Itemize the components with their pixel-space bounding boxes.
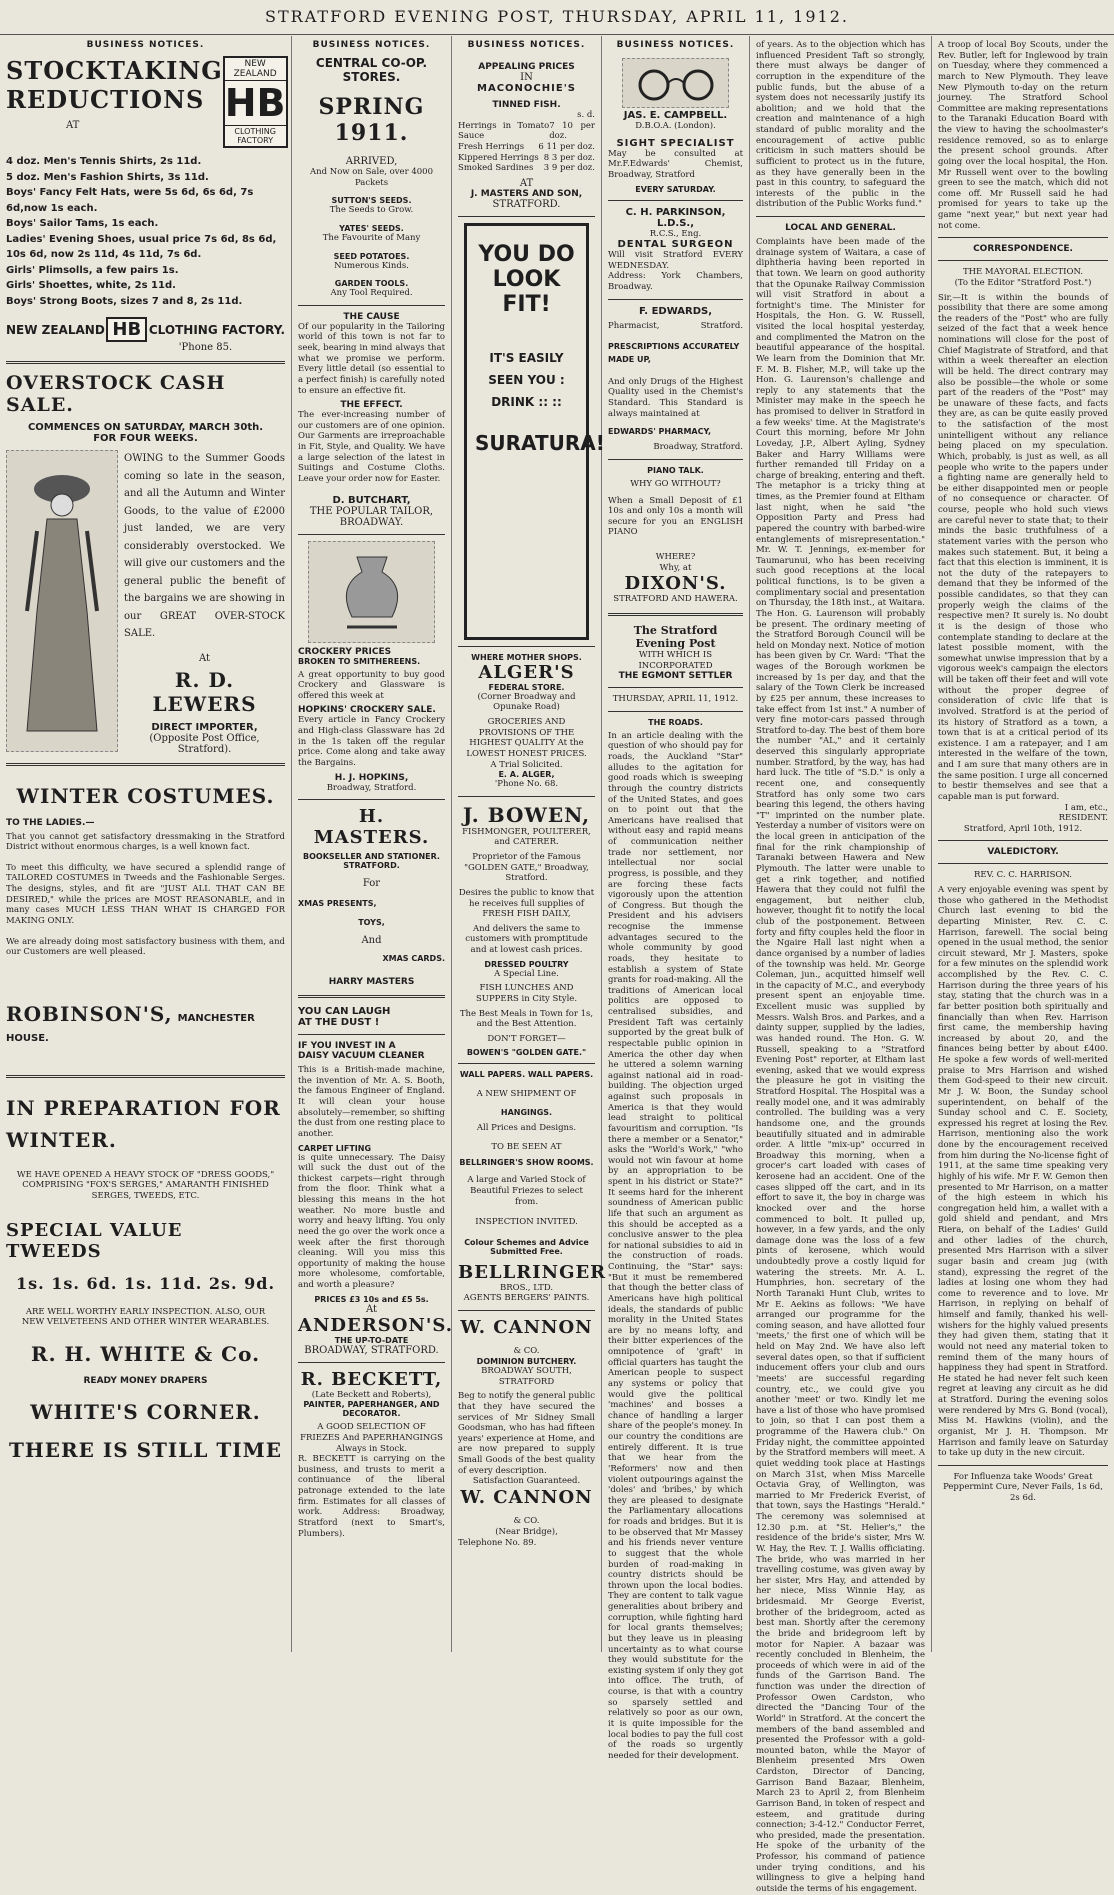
- winter-title: WINTER COSTUMES.: [16, 783, 275, 808]
- anderson-address: BROADWAY, STRATFORD.: [304, 1344, 439, 1356]
- every-saturday: EVERY SATURDAY.: [635, 184, 716, 194]
- cannon-header: [458, 1317, 595, 1357]
- roads-body: In an article dealing with the question of who should pay for roads, the Auckland "Star" alludes to the agitation for good roads which is sweeping through the country districts of the United States, and goes on to point out that the Americans have realised that without easy and rapid means of communication neither trade nor settlement, nor intellectual nor social progress, is possible, and they are forcing these facts vigorously upon the attention of Congress. But though the President and his advisers recognise the immense advantages secured to the whole community by good roads, they hesitate to establish a system of State grants for road-making. All the traditions of American local politics are opposed to centralised subsidies, and President Taft was certainly supported by the great bulk of respectable public opinion in America the other day when he uttered a solemn warning against national aid in road-building. The objection urged against such proposals in America is that they would lead straight to political favouritism and corruption. "Is there a member or a Senator," asks the "World's Work," "who would not win favour at home by an appropriation to be spent in his district or State?" It seems hard for the inherent soundness of American public life that such an argument as this should be accepted as a conclusive answer to the plea for national subsidies to aid in the construction of roads. Continuing, the "Star" says: "But it must be remembered that though the better class of Americans have high political ideals, the standards of public morality in the United States are by no means lofty, and their bitter experiences of the omnipotence of 'graft' in official quarters has taught the American people to suspect any systems or policy that would give the political 'machines' and bosses a chance of handling a larger share of the people's money. In our country the conditions are entirely different. It is true that we hear from the 'Reformers' now and then violent outpourings against the 'doles' and 'bribes,' by which they are pleased to designate the Parliamentary allocations for roads and bridges. But it is to be observed that Mr Massey and his friends never venture to suggest that the whole burden of road-making in country districts should be thrown upon the local bodies. They are content to talk vague generalities about bribery and corruption, while fighting hard for local grants themselves; but they leave us in pleasing uncertainty as to what course they would substitute for the existing system if only they got into office. The truth, of course, is that with a country so sparsely settled and relatively so poor as our own, it is quite impossible for the local bodies to pay the full cost of the roads so urgently needed for their development.: [608, 730, 743, 1761]
- beckett-sub: (Late Beckett and Roberts),: [311, 1389, 432, 1400]
- column-6: [932, 36, 1114, 1652]
- roads-title: THE ROADS.: [648, 717, 703, 727]
- fish-price: 7 10 per doz.: [549, 120, 595, 142]
- alger-phone: 'Phone No. 68.: [494, 779, 559, 790]
- cannon-body: Beg to notify the general public that they have secured the services of Mr Sidney Small Goodsman, who has had fifteen years' experience at Home, and are now prepared to supply Small Goods of the best quality of every description.: [458, 1391, 595, 1476]
- to-be-seen: TO BE SEEN AT: [491, 1141, 562, 1152]
- new-shipment: A NEW SHIPMENT OF: [476, 1089, 577, 1100]
- letter-place: Stratford, April 10th, 1912.: [963, 823, 1083, 834]
- hopkins-body: Every article in Fancy Crockery and High-class Glassware has 2d in the 1s taken off the regular price. Come along and take away the Bargains.: [298, 715, 445, 768]
- anderson-name: ANDERSON'S.: [298, 1314, 453, 1336]
- inspection: INSPECTION INVITED.: [475, 1217, 578, 1228]
- pharmacist: Pharmacist,: [608, 320, 660, 331]
- column-header: BUSINESS NOTICES.: [467, 40, 586, 50]
- beckett-name: R. BECKETT,: [300, 1368, 443, 1390]
- stock-list: [6, 154, 285, 309]
- cannon2-co: & CO.: [513, 1515, 540, 1526]
- sight-body: May be consulted at Mr.F.Edwards' Chemist, Broadway, Stratford: [608, 148, 743, 180]
- column-2: [292, 36, 452, 1652]
- groceries: GROCERIES AND PROVISIONS OF THE HIGHEST QUALITY At the LOWEST HONEST PRICES.: [466, 717, 587, 759]
- xmas-cards: XMAS CARDS.: [382, 954, 445, 964]
- valedictory: VALEDICTORY.: [987, 847, 1059, 858]
- delivers: And delivers the same to customers with promptitude and at lowest cash prices.: [465, 923, 588, 955]
- cannon-co: & CO.: [513, 1346, 540, 1356]
- carpet-body: is quite unnecessary. The Daisy will suck the dust out of the thickest carpets—right through from the floor. Think what a blessing this means in the hot weather. No more bustle and worry and heavy lifting. You only need the go over the work once a week after the first thorough cleaning. Will you miss this opportunity of making the house more wholesome, comfortable, and worth a pleasure?: [298, 1152, 445, 1290]
- prep-body: WE HAVE OPENED A HEAVY STOCK OF "DRESS GOODS," COMPRISING "FOX'S SERGES," AMARANTH FINISHED SERGES, TWEEDS, ETC.: [16, 1169, 275, 1201]
- cause-body: Of our popularity in the Tailoring world of this town is not far to seek, bearing in mind always that what we promise we perform. Every little detail (so essential to a perfect finish) is carefully noted to ensure an effective fit.: [298, 321, 445, 396]
- toys: TOYS,: [358, 918, 385, 928]
- laugh-2: AT THE DUST !: [298, 1017, 380, 1029]
- spring-title: SPRING 1911.: [318, 94, 425, 146]
- fish-name: Smoked Sardines: [458, 163, 534, 174]
- white-name: R. H. WHITE & Co.: [30, 1341, 261, 1366]
- stocktaking-ad: [6, 56, 285, 148]
- fish-price: 3 9 per doz.: [543, 163, 595, 174]
- prep-title-1: IN PREPARATION FOR: [6, 1095, 281, 1120]
- alger-title: ALGER'S: [478, 661, 575, 683]
- beckett-body: R. BECKETT is carrying on the business, and trusts to merit a continuance of the liberal patronage extended to the late firm. Estimates for all classes of work. Address: Broadway, Stratford (next to Smart's, Plumbers).: [298, 1454, 445, 1539]
- rcs: R.C.S., Eng.: [649, 228, 702, 239]
- vase-icon: [327, 547, 417, 637]
- broken-title: BROKEN TO SMITHEREENS.: [298, 656, 421, 666]
- hopkins-sale: HOPKINS' CROCKERY SALE.: [298, 705, 436, 716]
- resident: RESIDENT.: [1058, 813, 1108, 824]
- prep-title-2: WINTER.: [6, 1127, 117, 1152]
- stock-item: 5 doz. Men's Fashion Shirts, 3s 11d.: [6, 171, 209, 183]
- alger-name: E. A. ALGER,: [498, 770, 555, 780]
- dental-visit: Will visit Stratford EVERY WEDNESDAY.: [608, 250, 743, 271]
- logo-top: NEW ZEALAND: [225, 58, 286, 81]
- at-label: AT: [66, 120, 80, 131]
- effect-title: THE EFFECT.: [340, 400, 403, 411]
- local-general: LOCAL AND GENERAL.: [785, 223, 896, 233]
- to-editor: (To the Editor "Stratford Post."): [954, 277, 1092, 288]
- arrived-sub: And Now on Sale, over 4000 Packets: [310, 167, 433, 188]
- lunches: FISH LUNCHES AND SUPPERS in City Style.: [475, 983, 578, 1004]
- stock-item: Girls' Plimsolls, a few pairs 1s.: [6, 264, 179, 276]
- hb-logo: [223, 56, 288, 148]
- pharmacy-place: Stratford.: [700, 320, 743, 331]
- where-mother: WHERE MOTHER SHOPS.: [471, 652, 582, 662]
- egmont-settler: THE EGMONT SETTLER: [618, 671, 733, 682]
- cannon-address: BROADWAY SOUTH, STRATFORD: [481, 1366, 572, 1387]
- fish-row: [458, 121, 595, 142]
- bowen-title: J. BOWEN,: [462, 802, 591, 827]
- parkinson: C. H. PARKINSON, L.D.S.,: [625, 206, 726, 229]
- crockery-title: CROCKERY PRICES: [298, 646, 392, 657]
- reductions-title: REDUCTIONS: [6, 85, 205, 114]
- tools-sub: Any Tool Required.: [330, 288, 413, 299]
- letter-body: Sir,—It is within the bounds of possibility that there are some among the readers of the "Post" who are fully seized of the fact that a week hence nominations will close for the post of Chief Magistrate of Stratford, and that within a week thereafter an election will be held. The direct contrary may also be possible—the whole or some part of the readers of the "Post" may be unaware of these facts, and facts they are, as can be quite easily proved to the satisfaction of the most unintelligent without any reliance being placed on my speculation. Which, probably, is just as well, as all people who write to the papers under a fighting name are generally held to be either disappointed men or people of no consequence or character. Of course, people who hold such views are careful never to state that; to their minds the basic truthfulness of a statement varies with the person who makes such statement. But, it being a fact that this election is imminent, it is not the duty of the ratepayers to demand that they be informed of the possible candidates, so that they can properly weigh the claims of the respective men? It surely is. No doubt it is the design of those who contemplate standing to declare at the latest possible moment, with the somewhat unwise impression that by a vigorous week's campaign the electors will be taken off their feet and will vote without the proper degree of consideration of civic life that is involved. Stratford is at the period of its history of Stratford as a town, a town that is at a critical period of its existence. I am a ratepayer, and I am interested in the welfare of the town, and I am sure that many others are in the same position. I urge all concerned to bestir themselves and see that a capable man is put forward.: [938, 292, 1108, 802]
- price-head: s. d.: [577, 110, 595, 120]
- stocktaking-title: STOCKTAKING: [6, 56, 223, 85]
- cannon2-name: W. CANNON: [460, 1486, 593, 1508]
- butchart-broadway: BROADWAY.: [339, 516, 404, 528]
- spectacles-icon: [626, 63, 726, 103]
- valedictory-body: A very enjoyable evening was spent by those who gathered in the Methodist Church last evening to bid the departing Minister, Rev. C. C. Harrison, farewell. The social being opened in the usual method, the senior circuit steward, Mr J. Masters, spoke for a few minutes on the splendid work accomplished by the Rev. C. C. Harrison during the three years of his stay, stating that the church was in a far better position both spiritually and financially than when Rev. Harrison first came, the membership having increased by about 20, and the finances being better by about £400. He spoke a few words of well-merited praise to Mrs Harrison and wished them God-speed to their new circuit. Mr J. W. Boon, the Sunday school superintendent, on behalf of the Sunday school and C. E. Society, expressed his regret at losing the Rev. Harrison, mentioning also the work done by the encouragement received from him during the No-license fight of 1911, at the same time speaking very highly of his wife. Mr F. W. Gemon then presented to Mr Harrison, on a matter of the high esteem in which his congregation held him, a wallet with a gold shield and pendant, and Mrs Riera, on behalf of the Ladies' Guild and other ladies of the church, presented Mrs Harrison with a silver sugar basin and cream jug (with stand), expressing the regret of the ladies at losing one whom they had come to reverence and to love. Mr Harrison, in replying on behalf of himself and family, thanked his well-wishers for the highly valued presents they had given them, stating that it would not need any material token to remind them of the many hours of happiness they had spent in Stratford. He stated he had never felt such keen regret at leaving any circuit as he did at Stratford. During the evening solos were rendered by Mrs G. Bond (vocal), Miss M. Hawkins (violin), and the organist, Mr J. H. Thompson. Mr Harrison and family leave on Saturday to take up duty in the new circuit.: [938, 885, 1108, 1459]
- effect-body: The ever-increasing number of our customers are of one opinion. Our Garments are irreproachable in Fit, Style, and Quality. We have a large selection of the latest in Suitings and Costume Cloths. Leave your order now for Easter.: [298, 410, 445, 484]
- masthead: STRATFORD EVENING POST, THURSDAY, APRIL 11, 1912.: [0, 0, 1114, 35]
- box-line-4: SEEN YOU :: [488, 372, 565, 387]
- roads-continued: of years. As to the objection which has influenced President Taft so strongly, there must always be danger of corruption in the expenditure of the public funds, but the abuse of a system does not necessarily justify its abolition; and we hold that the creation and maintenance of a high standard of public morality and the encouragement of active public criticism in such matters should be sufficient to protect us in the future, as they have generally been in the past in this country, to safeguard the interests of the public in the distribution of the Public Works fund.": [756, 40, 925, 210]
- cannon-name: W. CANNON: [460, 1317, 593, 1338]
- masters-at: AT: [519, 177, 534, 189]
- fish-row: [458, 142, 595, 153]
- in-label: IN: [520, 72, 533, 83]
- show-rooms: BELLRINGER'S SHOW ROOMS.: [459, 1158, 594, 1168]
- maconochie: MACONOCHIE'S: [477, 83, 576, 94]
- tailor: THE POPULAR TAILOR,: [309, 505, 434, 517]
- for-label: For: [362, 878, 381, 890]
- stock-item: Ladies' Evening Shoes, usual price 7s 6d, 8s 6d, 10s 6d, now 2s 11d, 4s 11d, 7s 6d.: [6, 233, 277, 260]
- box-line-2: LOOK FIT!: [492, 266, 561, 317]
- column-3: [452, 36, 607, 1652]
- column-1: [0, 36, 292, 1652]
- rev-harrison: REV. C. C. HARRISON.: [974, 870, 1072, 881]
- and-label: And: [361, 935, 382, 947]
- suratura: SURATURA!: [475, 430, 605, 455]
- winter-p2: To meet this difficulty, we have secured a splendid range of TAILORED COSTUMES in Tweeds and the Fashionable Serges. The designs, styles, and fit are "JUST ALL THAT CAN BE DESIRED," while the prices are MOST REASONABLE, and in many cases MUCH LESS THAN WHAT IS CHARGED FOR MAKING ONLY.: [6, 862, 285, 926]
- bergers-agents: AGENTS BERGERS' PAINTS.: [463, 1293, 590, 1304]
- cannon2-header: [458, 1487, 595, 1527]
- overstock-sub2: FOR FOUR WEEKS.: [93, 433, 198, 444]
- tweeds-title: SPECIAL VALUE TWEEDS: [6, 1219, 183, 1262]
- bowens-golden-gate: BOWEN'S "GOLDEN GATE.": [466, 1048, 587, 1058]
- potatoes: SEED POTATOES.: [333, 251, 410, 261]
- spectacles-illustration: [622, 58, 729, 108]
- butchart: D. BUTCHART,: [332, 494, 411, 506]
- hopkins-address: Broadway, Stratford.: [326, 782, 417, 793]
- stock-item: Boys' Fancy Felt Hats, were 5s 6d, 6s 6d, 7s 6d,now 1s each.: [6, 187, 254, 214]
- yates-sub: The Favourite of Many: [322, 232, 421, 243]
- vacuum-prices: PRICES £3 10s and £5 5s.: [314, 1294, 429, 1304]
- appealing: APPEALING PRICES: [478, 62, 575, 72]
- overstock-at: At: [198, 652, 211, 664]
- column-header: BUSINESS NOTICES.: [312, 40, 431, 50]
- local-body: Complaints have been made of the drainage system of Waitara, a case of diphtheria having been reported in that town. We learn on good authority that the Opunake Railway Commission will visit Stratford in about a fortnight's time. The Minister for Hospitals, the Hon. G. W. Russell, visited the local hospital yesterday, and complimented the Matron on the beautiful appearance of the hospital. We learn from the Dominion that Mr. F. M. B. Fisher, M.P., will take up the Hon. G. Laurenson's challenge and reply to any statements that the Minister may make in the speech he has promised to deliver in Stratford in a few weeks' time. At the Magistrate's Court this morning, before Mr John Loveday, J.P., Albert Ayling, Sydney Baker and Harry Williams were further remanded till Friday on a charge of breaking, entering and theft. The metaphor is a tricky thing at times, as the Premier found at Eltham last night, when he said "the Opposition Party and Press had papered the country with barbed-wire entanglements of misrepresentation." Mr. W. T. Jennings, ex-member for Taumarunui, who has been receiving such good receptions at the local political functions, is to be given a complimentary social and presentation on Thursday, the 18th inst., at Waitara. The Hon. G. Laurenson will probably be present. The ordinary meeting of the Stratford Borough Council will be held on Monday next. Notice of motion has been given by Cr. Ward: "That the wages of the Borough workmen be increased by 1s per day, and that the salary of the Town Clerk be increased by £25 per annum, these increases to take effect from 1st inst." A number of very fine motor-cars passed through Stratford to-day. The best of them bore the number "AL," and it certainly deserved this singularly appropriate number. Stratford, by the way, has had hard luck. The title of "S.D." is only a recent one, and consequently Stratford has only some two cars bearing this legend, the others having "T" imprinted on the number plate. Yesterday a number of visitors were on the local green in anticipation of the final for the rink championship of Taranaki between Hawera and New Plymouth. The latter were unable to get a rink together, and notified Hawera that they could not fulfil the engagement, but neither club, however, thought fit to notify the local club of the postponement. Between forty and fifty couples held the floor in the Ngaire Hall last night when a dance organised by a number of ladies of the township was held. Mr. George Coleman, jun., acquitted himself well in the capacity of M.C., and everybody present spent an enjoyable time. Excellent music was supplied by Messrs. Walsh Bros. and Parkes, and a dainty supper, supplied by the ladies, was handed round. The Hon. G. W. Russell, speaking to a "Stratford Evening Post" reporter, at Eltham last evening, asked that we would express the pleasure he got in visiting the Stratford Hospital. The Hospital was a really model one, and it was admirably controlled. The building was a very handsome one, and the grounds beautifully situated and in admirable order. A little "mix-up" occurred in Broadway this morning, when a grocer's cart loaded with cases of kerosene had an accident. One of the cases slipped off the cart, and in its effort to save it, the boy in charge was knocked over and the horse commenced to bolt. It pulled up, however, in a few yards, and the only damage done was the loss of a few pints of kerosene, which would undoubtedly prove a costly liquid for watering the streets. Mr. A. L. Humphries, hon. secretary of the North Taranaki Hunt Club, writes to Mr E. Aekins as follows: "We have arranged our programme for the coming season, and have allotted four 'meets,' the first one of which will be held on May 2nd. We have also left several dates open, so that if sufficient inducement offers your club and ours 'meets' are successful regarding country, etc., we could give you another 'meet' or two. Kindly let me have a list of those who have promised to join, so that I can post them a programme of the Hawera club." On Friday night, the committee appointed by the Stratford members will meet. A quiet wedding took place at Hastings on March 31st, when Miss Marcelle Octavia Gray, of Wellington, was married to Mr Frederick Everist, of that town, says the Hastings "Herald." The ceremony was solemnised at 12.30 p.m. at "St. Helier's," the residence of the bride's sister, Mrs W. W. Hay, the Rev. T. J. Wallis officiating. The bride, who was married in her travelling costume, was given away by her sister, Mrs Hay, and attended by her niece, Miss Winnie Hay, as bridesmaid. Mr George Everist, brother of the bridegroom, acted as best man. Shortly after the ceremony the bride and bridegroom left by motor for Napier. A bazaar was recently concluded in Blenheim, the proceeds of which were in aid of the funds of the Garrison Band. The function was under the direction of Professor Owen Cardston, who directed the "Dancing Tour of the World" in Stratford. At the concert the members of the band assembled and presented the Professor with a gold-mounted baton, while the Mayor of Blenheim presented Mrs Owen Cardston, Director of Dancing, Garrison Band Bazaar, Blenheim, March 23 to April 2, from Blenheim Garrison Band, in token of respect and esteem, and gratitude during connection; 3-4-12." Conductor Ferret, who presided, made the presentation. He spoke of the urbanity of the Professor, his command of patience under trying conditions, and his willingness to give a helping hand outside the terms of his engagement.: [756, 237, 925, 1894]
- velvet-text: ARE WELL WORTHY EARLY INSPECTION. ALSO, OUR NEW VELVETEENS AND OTHER WINTER WEARABLES.: [21, 1306, 270, 1328]
- column-5: [750, 36, 932, 1894]
- lady-illustration: [6, 450, 118, 752]
- potatoes-sub: Numerous Kinds.: [334, 260, 409, 271]
- laugh-1: YOU CAN LAUGH: [298, 1006, 391, 1018]
- column-header: BUSINESS NOTICES.: [616, 40, 735, 50]
- stock-item: Boys' Sailor Tams, 1s each.: [6, 218, 159, 229]
- bellringer-bros: BROS., LTD.: [499, 1282, 554, 1293]
- hb-footer: [6, 317, 285, 342]
- overstock-body: OWING to the Summer Goods coming so late in the season, and all the Autumn and Winter Goods, to the value of £2000 just landed, we are very considerably overstocked. We will give our customers and the general public the benefit of the bargains we are showing in our GREAT OVER-STOCK SALE.: [124, 453, 285, 639]
- masters-title: H. MASTERS.: [313, 806, 430, 849]
- logo-main: HB: [224, 81, 286, 125]
- anderson-at: At: [365, 1303, 378, 1315]
- tweed-prices: 1s. 1s. 6d. 1s. 11d. 2s. 9d.: [15, 1273, 276, 1293]
- stock-item: Girls' Shoettes, white, 2s 11d.: [6, 280, 176, 291]
- j-masters-address: STRATFORD.: [492, 198, 561, 210]
- campbell: JAS. E. CAMPBELL.: [623, 110, 728, 121]
- crockery-body: A great opportunity to buy good Crockery and Glassware is offered this week at: [298, 669, 445, 701]
- near-bridge: (Near Bridge),: [495, 1526, 558, 1537]
- why-at: Why, at: [659, 562, 692, 573]
- small-logo-text: HB: [112, 319, 142, 340]
- robinson-name: ROBINSON'S,: [6, 1001, 173, 1026]
- cause-title: THE CAUSE: [343, 311, 400, 322]
- tools: GARDEN TOOLS.: [334, 279, 409, 289]
- winter-p3: We are already doing most satisfactory business with them, and our Customers are well pleased.: [6, 936, 285, 958]
- poultry: DRESSED POULTRY: [484, 959, 569, 969]
- special-line: A Special Line.: [494, 968, 559, 979]
- masters-stratford: STRATFORD.: [343, 861, 400, 871]
- yates: YATES' SEEDS.: [339, 223, 404, 233]
- incorporated: WITH WHICH IS INCORPORATED: [638, 649, 713, 671]
- robinson-line: [6, 1002, 285, 1045]
- piano-talk: PIANO TALK.: [647, 465, 704, 475]
- prescriptions: PRESCRIPTIONS ACCURATELY MADE UP,: [608, 342, 740, 365]
- column-header: BUSINESS NOTICES.: [86, 40, 205, 50]
- dixons: DIXON'S.: [624, 573, 727, 595]
- fish-name: Kippered Herrings: [458, 152, 539, 163]
- arrived: ARRIVED,: [345, 156, 398, 167]
- suratura-box: [464, 223, 605, 640]
- fish-name: Herrings in Tomato Sauce: [458, 120, 550, 142]
- box-line-1: YOU DO: [478, 241, 575, 267]
- sight-specialist: SIGHT SPECIALIST: [616, 137, 735, 149]
- painter: PAINTER, PAPERHANGER, AND DECORATOR.: [303, 1400, 440, 1419]
- robinson-sub: MANCHESTER HOUSE.: [6, 1012, 255, 1044]
- lewers-name: R. D. LEWERS: [152, 667, 257, 716]
- still-time: THERE IS STILL TIME: [8, 1437, 282, 1462]
- dateline: THURSDAY, APRIL 11, 1912.: [612, 694, 739, 705]
- fish-price: 6 11 per doz.: [538, 141, 595, 152]
- hangings: HANGINGS.: [500, 1108, 553, 1117]
- xmas-presents: XMAS PRESENTS,: [298, 899, 377, 909]
- best-meals: The Best Meals in Town for 1s, and the Best Attention.: [459, 1008, 594, 1030]
- stock-item: Boys' Strong Boots, sizes 7 and 8, 2s 11d.: [6, 295, 243, 307]
- dont-forget: DON'T FORGET—: [487, 1033, 566, 1044]
- bellringer-name: BELLRINGER: [458, 1261, 607, 1283]
- overstock-title: OVERSTOCK CASH SALE.: [6, 372, 226, 416]
- footer-right: CLOTHING FACTORY.: [148, 322, 285, 337]
- column-4: [602, 36, 750, 1761]
- carpet-title: CARPET LIFTING: [298, 1143, 372, 1153]
- vacuum-2: DAISY VACUUM CLEANER: [298, 1051, 425, 1062]
- telephone: Telephone No. 89.: [458, 1537, 537, 1548]
- bookseller: BOOKSELLER AND STATIONER.: [303, 852, 440, 862]
- f-edwards: F. EDWARDS,: [638, 305, 713, 317]
- mayoral-election: THE MAYORAL ELECTION.: [962, 267, 1084, 278]
- ladies-label: TO THE LADIES.—: [6, 817, 95, 828]
- winter-p1: That you cannot get satisfactory dressmaking in the Stratford District without enormous charges, is a well known fact.: [6, 831, 285, 853]
- wall-papers: WALL PAPERS. WALL PAPERS.: [459, 1070, 594, 1080]
- tinned-fish: TINNED FISH.: [492, 100, 561, 110]
- golden-gate: Proprietor of the Famous "GOLDEN GATE," Broadway, Stratford.: [464, 852, 589, 884]
- desires: Desires the public to know that he receives full supplies of FRESH FISH DAILY,: [458, 887, 595, 920]
- phone: 'Phone 85.: [178, 342, 233, 353]
- designs: All Prices and Designs.: [476, 1123, 577, 1133]
- alger-address: (Corner Broadway and Opunake Road): [477, 691, 576, 713]
- friezes-stock: A large and Varied Stock of Beautiful Friezes to select from.: [467, 1175, 586, 1207]
- piano-body: When a Small Deposit of £1 10s and only 10s a month will secure for you an ENGLISH PIANO: [608, 495, 743, 538]
- why-without: WHY GO WITHOUT?: [630, 478, 721, 489]
- small-hb-logo: [106, 317, 147, 342]
- vacuum-1: IF YOU INVEST IN A: [298, 1041, 396, 1052]
- whites-corner: WHITE'S CORNER.: [30, 1399, 261, 1424]
- dixon-address: STRATFORD AND HAWERA.: [613, 594, 738, 605]
- box-line-3: IT'S EASILY: [489, 350, 564, 365]
- stock-item: 4 doz. Men's Tennis Shirts, 2s 11d.: [6, 156, 202, 167]
- edwards-pharmacy: EDWARDS' PHARMACY,: [608, 427, 711, 437]
- fish-row: [458, 163, 595, 174]
- butchery: DOMINION BUTCHERY.: [476, 1357, 577, 1366]
- box-line-5: DRINK :: ::: [491, 394, 562, 409]
- lewers-address: (Opposite Post Office, Stratford).: [149, 732, 260, 755]
- sutton-sub: The Seeds to Grow.: [329, 205, 414, 216]
- where-q: WHERE?: [655, 552, 696, 563]
- j-masters: J. MASTERS AND SON,: [470, 188, 583, 199]
- hopkins-name: H. J. HOPKINS,: [334, 772, 409, 783]
- crockery-illustration: [308, 541, 435, 643]
- dental-surgeon: DENTAL SURGEON: [617, 239, 734, 251]
- footer-left: NEW ZEALAND: [6, 322, 105, 337]
- overstock-body-wrap: [6, 450, 285, 755]
- lady-figure-icon: [17, 461, 107, 741]
- footer-ad: For Influenza take Woods' Great Peppermint Cure, Never Fails, 1s 6d, 2s 6d.: [943, 1471, 1103, 1503]
- signed: I am, etc.,: [1064, 802, 1108, 813]
- correspondence: CORRESPONDENCE.: [973, 244, 1073, 255]
- dboa: D.B.O.A. (London).: [635, 121, 716, 131]
- drapers: READY MONEY DRAPERS: [83, 1375, 208, 1386]
- coop-title: CENTRAL CO-OP. STORES.: [315, 56, 428, 84]
- overstock-sub1: COMMENCES ON SATURDAY, MARCH 30th.: [27, 422, 264, 433]
- fish-row: [458, 153, 595, 164]
- dental-address: Address: York Chambers, Broadway.: [608, 271, 743, 292]
- paper-title: The Stratford Evening Post: [633, 623, 718, 650]
- up-to-date: THE UP-TO-DATE: [334, 1335, 409, 1345]
- friezes: A GOOD SELECTION OF FRIEZES And PAPERHANGINGS Always in Stock.: [300, 1422, 443, 1454]
- federal: FEDERAL STORE.: [488, 682, 565, 692]
- fishmonger: FISHMONGER, POULTERER, and CATERER.: [462, 826, 591, 848]
- sutton: SUTTON'S SEEDS.: [331, 196, 412, 206]
- fish-name: Fresh Herrings: [458, 141, 525, 152]
- fish-price: 8 3 per doz.: [543, 152, 595, 163]
- satisfaction: Satisfaction Guaranteed.: [472, 1476, 581, 1487]
- scouts: A troop of local Boy Scouts, under the Rev. Butler, left for Inglewood by train on Tuesday, where they commenced a march to New Plymouth. They leave New Plymouth to-day on the return journey. The Stratford School Committee are making representations to the Taranaki Education Board with the view to having the schoolmaster's residence removed, so as to enlarge the present school grounds. After going over the local hospital, the Hon. Mr Russell went over to the bowling green to see the match, which did not come off. Mr Russell said he had promised for years to take up the game "next year," but next year had not come.: [938, 40, 1108, 231]
- edwards-address: Broadway, Stratford.: [653, 442, 743, 453]
- pharmacist-row: [608, 321, 743, 332]
- trial: A Trial Solicited.: [490, 759, 563, 770]
- drugs: And only Drugs of the Highest Quality used in the Chemist's Standard. This Standard is always maintained at: [608, 376, 743, 419]
- importer: DIRECT IMPORTER,: [151, 721, 258, 733]
- colour-schemes: Colour Schemes and Advice Submitted Free.: [464, 1237, 589, 1256]
- vacuum-body: This is a British-made machine, the invention of Mr. A. S. Booth, the famous Engineer of England. It will clean your house absolutely—remember, so shifting the dust from one resting place to another.: [298, 1065, 445, 1139]
- logo-bottom: CLOTHING FACTORY: [225, 125, 286, 146]
- harry-masters: HARRY MASTERS: [328, 977, 415, 988]
